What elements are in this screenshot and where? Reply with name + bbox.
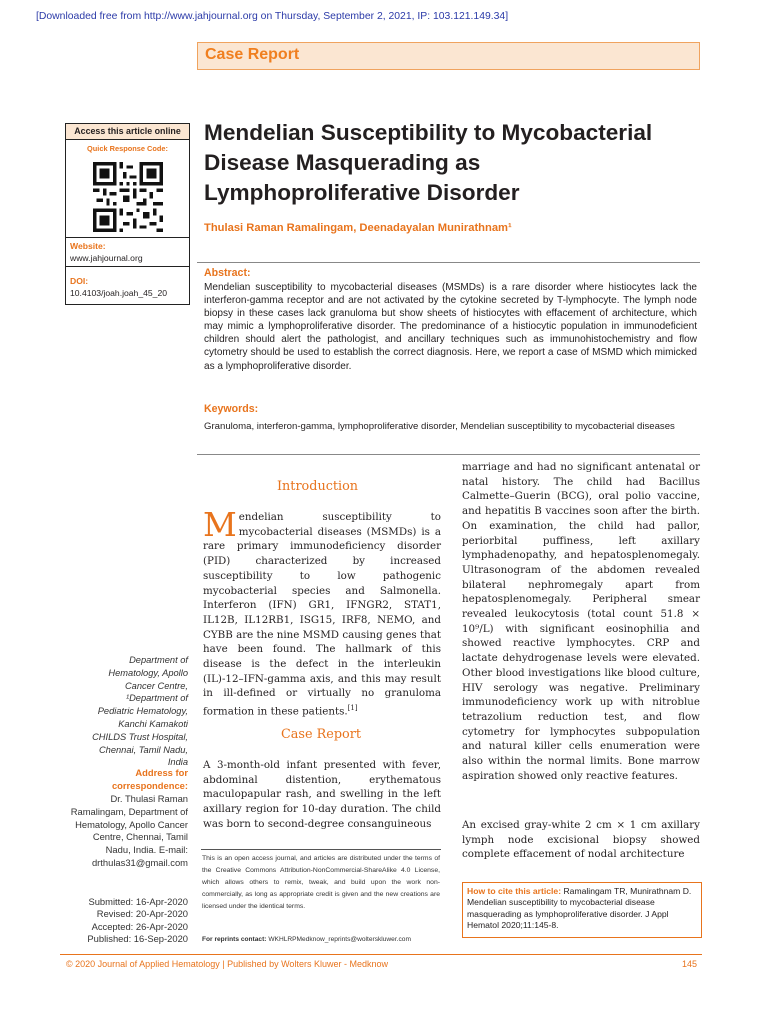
reprints-label: For reprints contact: (202, 936, 267, 943)
qr-code-icon[interactable] (93, 162, 163, 232)
divider (197, 262, 700, 263)
article-authors: Thulasi Raman Ramalingam, Deenadayalan Munirathnam¹ (204, 222, 512, 234)
correspondence-address: Dr. Thulasi Raman Ramalingam, Department of Hematology, Apollo Cancer Centre, Chennai, Tamil Nadu, India. E-mail: drthulas31@gmail.com (70, 793, 188, 868)
doi-label: DOI: (70, 276, 89, 286)
citation-box (462, 882, 702, 938)
article-dates (70, 896, 188, 946)
drop-cap: M (203, 505, 237, 544)
access-heading: Access this article online (66, 124, 189, 140)
revised-date: Revised: 20-Apr-2020 (96, 908, 188, 920)
license-notice: This is an open access journal, and articles are distributed under the terms of the Creative Commons Attribution-NonCommercial-ShareAlike 4.0 License, which allows others to remix, tweak, and build upon the work non-commercially, as long as appropriate credit is given and the new creations are licensed under the identical terms. (202, 855, 440, 910)
case-report-text-col1: A 3-month-old infant presented with fever, abdominal distention, erythematous maculopapular rash, and swelling in the left axillary region for 10-day duration. The child was born to second-degree consanguineous (203, 759, 441, 830)
introduction-heading: Introduction (277, 479, 359, 494)
citation-label: How to cite this article: (467, 886, 562, 896)
case-report-text-col2: marriage and had no significant antenatal or natal history. The child had Bacillus Calmette–Guerin (BCG), oral polio vaccine, and hepatitis B vaccines soon after the birth. On examination, the child had pallor, periorbital puffiness, left axillary lymphadenopathy, and hepatosplenomegaly. Ultrasonogram of the abdomen revealed bilateral nephromegaly apart from hepatosplenomegaly. Peripheral smear revealed leukocytosis (total count 51.8 × 10⁹/L) with significant eosinophilia and showed reactive lymphocytes. CRP and lactate dehydrogenase levels were elevated. Other blood investigations like blood culture, HIV serology was negative. Preliminary immunodeficiency work up with nitroblue tetrazolium reduction test, and flow cytometry for lymphocytes subpopulation and natural killer cells enumeration were also within the normal limits. Bone marrow aspiration showed only reactive features. (462, 461, 700, 782)
website-label: Website: (70, 241, 106, 251)
reference-link[interactable]: [1] (347, 704, 358, 713)
article-type-label: Case Report (205, 46, 300, 63)
keywords-label: Keywords: (204, 403, 259, 415)
citation-text: Ramalingam TR, Munirathnam D. Mendelian susceptibility to mycobacterial disease masquerading as lymphoproliferative disorder. J Appl Hematol 2020;11:145-8. (467, 886, 692, 931)
article-type-banner (197, 42, 700, 70)
abstract-label: Abstract: (204, 267, 251, 279)
introduction-text: endelian susceptibility to mycobacterial diseases (MSMDs) is a rare primary immunodeficiency disorder (PID) characterized by increased susceptibility to low pathogenic mycobacterial species and Salmonella. Interferon (IFN) GR1, IFNGR2, STAT1, IL12B, IL12RB1, ISG15, IRF8, NEMO, and CYBB are the nine MSMD causing genes that have been found. The hallmark of this disease is the defect in the interleukin (IL)-12–IFN-gamma axis, and this may result in ill-defined or virtually no granuloma formation in these patients. (203, 511, 441, 718)
case-report-text-col2b: An excised gray-white 2 cm × 1 cm axillary lymph node excisional biopsy showed complete effacement of nodal architecture (462, 819, 700, 861)
keywords-text: Granuloma, interferon-gamma, lymphoproliferative disorder, Mendelian susceptibility to mycobacterial diseases (204, 421, 675, 432)
submitted-date: Submitted: 16-Apr-2020 (88, 896, 188, 907)
divider (66, 237, 189, 238)
access-online-box (65, 123, 190, 305)
reprints-contact (202, 936, 411, 943)
accepted-date: Accepted: 26-Apr-2020 (91, 920, 188, 932)
page-number: 145 (682, 959, 698, 969)
download-note[interactable]: [Downloaded free from http://www.jahjournal.org on Thursday, September 2, 2021, IP: 103.121.149.34] (36, 11, 509, 22)
divider (201, 849, 441, 850)
abstract-text: Mendelian susceptibility to mycobacterial diseases (MSMDs) is a rare disorder where histiocytes lack the interferon-gamma receptor and are not activated by the cytokine secreted by T-lymphocyte. The lymph node biopsy in these cases lack granuloma but show sheets of histiocytes with effacement of architecture, which may mimic a lymphoproliferative disorder. The predominance of a histiocytic population in immunodeficient children should alert the pathologist, and ancillary techniques such as immunohistochemistry and flow cytometry should be used to establish the correct diagnosis. Here, we report a case of MSMD which mimicked as a lymphoproliferative disorder. (204, 282, 697, 372)
website-link[interactable]: www.jahjournal.org (70, 253, 143, 263)
doi-value[interactable]: 10.4103/joah.joah_45_20 (70, 288, 168, 298)
address-label: Address for correspondence: (111, 767, 188, 791)
divider (60, 954, 702, 955)
footer-copyright: © 2020 Journal of Applied Hematology | Published by Wolters Kluwer - Medknow (66, 959, 388, 969)
qr-label: Quick Response Code: (87, 144, 168, 153)
divider (66, 266, 189, 267)
case-report-heading: Case Report (281, 727, 361, 742)
author-affiliation: Department of Hematology, Apollo Cancer Centre, ¹Department of Pediatric Hematology, Kanchi Kamakoti CHILDS Trust Hospital, Chennai, Tamil Nadu, India (92, 655, 188, 768)
published-date: Published: 16-Sep-2020 (87, 933, 188, 945)
reprints-email[interactable]: WKHLRPMedknow_reprints@wolterskluwer.com (268, 936, 411, 943)
introduction-body (203, 505, 441, 719)
divider (197, 454, 700, 455)
article-title: Mendelian Susceptibility to Mycobacterial Disease Masquerading as Lymphoproliferative Disorder (204, 120, 653, 205)
